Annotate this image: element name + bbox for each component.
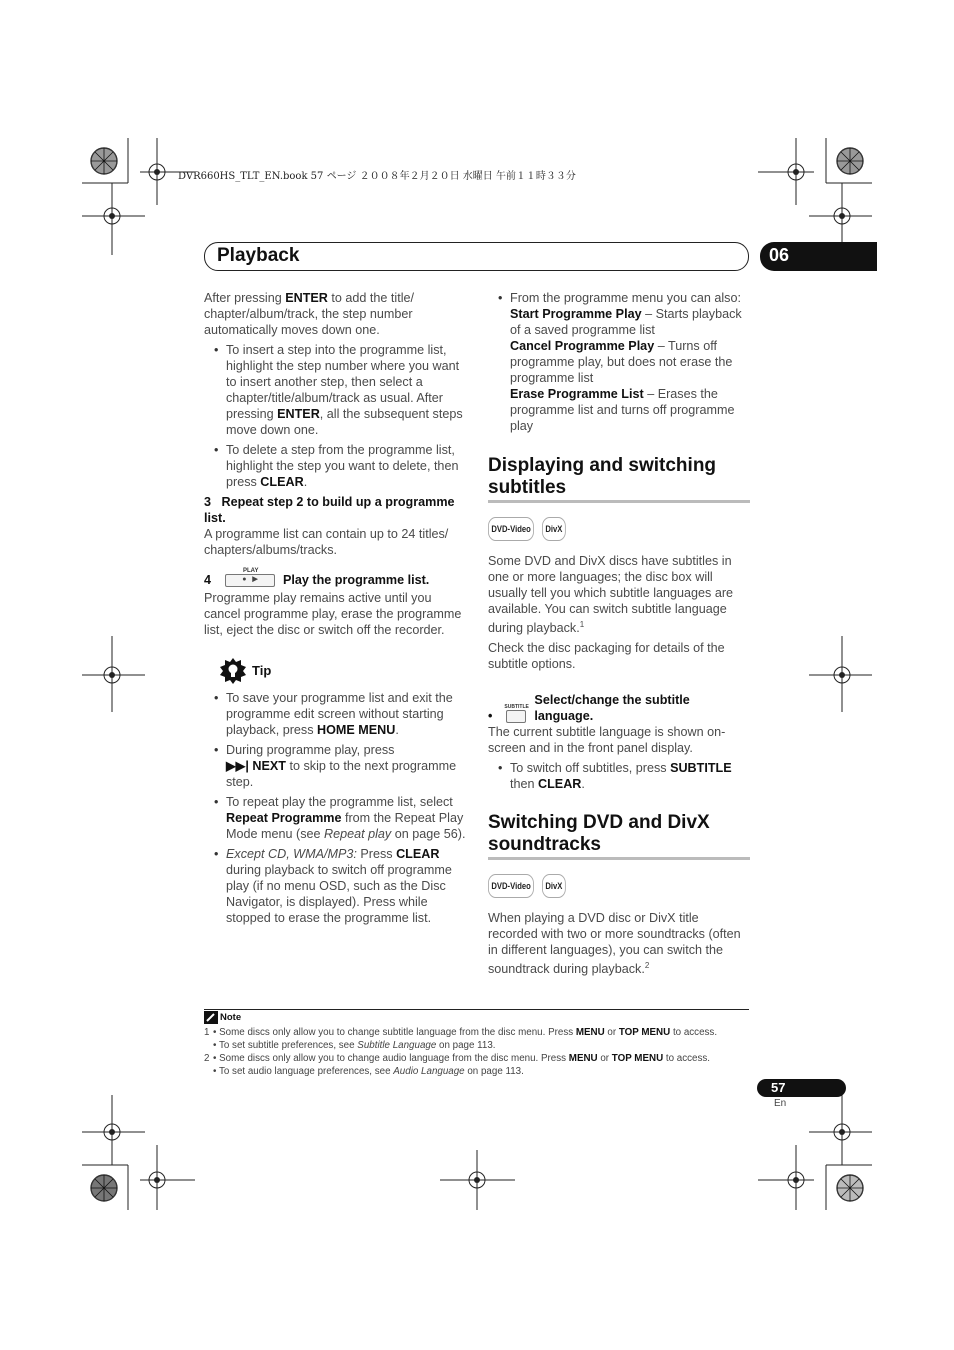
divx-badge: DivX <box>542 874 566 898</box>
tip-label: Tip <box>252 663 272 678</box>
lightbulb-icon <box>220 658 246 684</box>
step-4: 4 PLAY ● ▶ Play the programme list. Programme play remains active until you cancel programme play, erase the programme list, eject the disc or switch off the recorder. <box>204 568 462 637</box>
dvd-video-badge: DVD-Video <box>488 517 534 541</box>
list-item: • From the programme menu you can also: Start Programme Play – Starts playback of a saved programme list Cancel Programme Play – Turns off programme play, but does not erase the programme list Erase Programme List – Erases the programme list and turns off programme play <box>488 290 750 434</box>
subtitle-button-graphic: SUBTITLE <box>506 708 526 724</box>
disc-badges <box>488 517 750 541</box>
dvd-video-badge: DVD-Video <box>488 874 534 898</box>
chapter-number-tab <box>760 242 877 271</box>
subtitles-packaging-paragraph: Check the disc packaging for details of the subtitle options. <box>488 641 725 672</box>
right-column <box>488 290 750 977</box>
next-icon: ▶▶| <box>226 759 249 773</box>
chapter-header-bar <box>204 242 749 271</box>
chapter-number: 06 <box>769 245 790 265</box>
subtitles-paragraph: Some DVD and DivX discs have subtitles in one or more languages; the disc box will usually tell you which subtitle languages are available. You can switch subtitle language during playback.$^1$ <box>488 554 734 636</box>
chapter-title: Playback <box>217 245 300 266</box>
list-item: • To switch off subtitles, press SUBTITLE then CLEAR. <box>488 760 750 792</box>
notes-section <box>204 1011 749 1078</box>
note-pencil-icon <box>204 1011 218 1024</box>
list-item: • During programme play, press ▶▶| NEXT to skip to the next programme step. <box>204 742 466 790</box>
tip-list <box>204 690 466 926</box>
notes-rule <box>204 1009 749 1010</box>
page-number: 57 <box>771 1080 786 1095</box>
programme-menu-list <box>488 290 750 434</box>
note-label: Note <box>220 1012 242 1023</box>
play-button-graphic: PLAY ● ▶ <box>225 572 275 588</box>
section-title-soundtracks: Switching DVD and DivX soundtracks <box>488 812 750 860</box>
section-title-subtitles: Displaying and switching subtitles <box>488 455 750 503</box>
left-column <box>204 290 466 930</box>
list-item: • To repeat play the programme list, select Repeat Programme from the Repeat Play Mode menu (see Repeat play on page 56). <box>204 794 466 842</box>
tip-box <box>204 658 466 926</box>
list-item: • To delete a step from the programme list, highlight the step you want to delete, then press CLEAR. <box>204 442 466 490</box>
programme-steps-list <box>204 342 466 490</box>
page-number-tab <box>757 1079 846 1097</box>
soundtracks-paragraph: When playing a DVD disc or DivX title recorded with two or more soundtracks (often in different languages), you can switch the soundtrack during playback.$^2$ <box>488 911 741 977</box>
disc-badges <box>488 874 750 898</box>
print-header: DVR660HS_TLT_EN.book 57 ページ ２００８年２月２０日 水曜日 午前１１時３３分 <box>178 171 576 182</box>
subtitle-off-list <box>488 760 750 792</box>
intro-paragraph: After pressing ENTER to add the title/ chapter/album/track, the step number automatically moves down one. <box>204 291 415 337</box>
step-3: 3 Repeat step 2 to build up a programme list. A programme list can contain up to 24 titles/ chapters/albums/tracks. <box>204 495 455 557</box>
note-1: 1 • Some discs only allow you to change subtitle language from the disc menu. Press MENU or TOP MENU to access. • To set subtitle preferences, see Subtitle Language on page 113. <box>204 1027 718 1051</box>
subtitle-step: • SUBTITLE Select/change the subtitle language. The current subtitle language is shown on-screen and in the front panel display. <box>488 693 726 756</box>
note-2: 2 • Some discs only allow you to change audio language from the disc menu. Press MENU or TOP MENU to access. • To set audio language preferences, see Audio Language on page 113. <box>204 1053 710 1077</box>
divx-badge: DivX <box>542 517 566 541</box>
language-code: En <box>774 1098 787 1109</box>
list-item: • To insert a step into the programme list, highlight the step number where you want to insert another step, then select a chapter/title/album/track as usual. After pressing ENTER, all the subsequent steps move down one. <box>204 342 466 438</box>
play-icon: ● ▶ <box>225 574 275 587</box>
list-item: • Except CD, WMA/MP3: Press CLEAR during playback to switch off programme play (if no menu OSD, such as the Disc Navigator, is displayed). Press while stopped to erase the programme list. <box>204 846 466 926</box>
list-item: • To save your programme list and exit the programme edit screen without starting playback, press HOME MENU. <box>204 690 466 738</box>
